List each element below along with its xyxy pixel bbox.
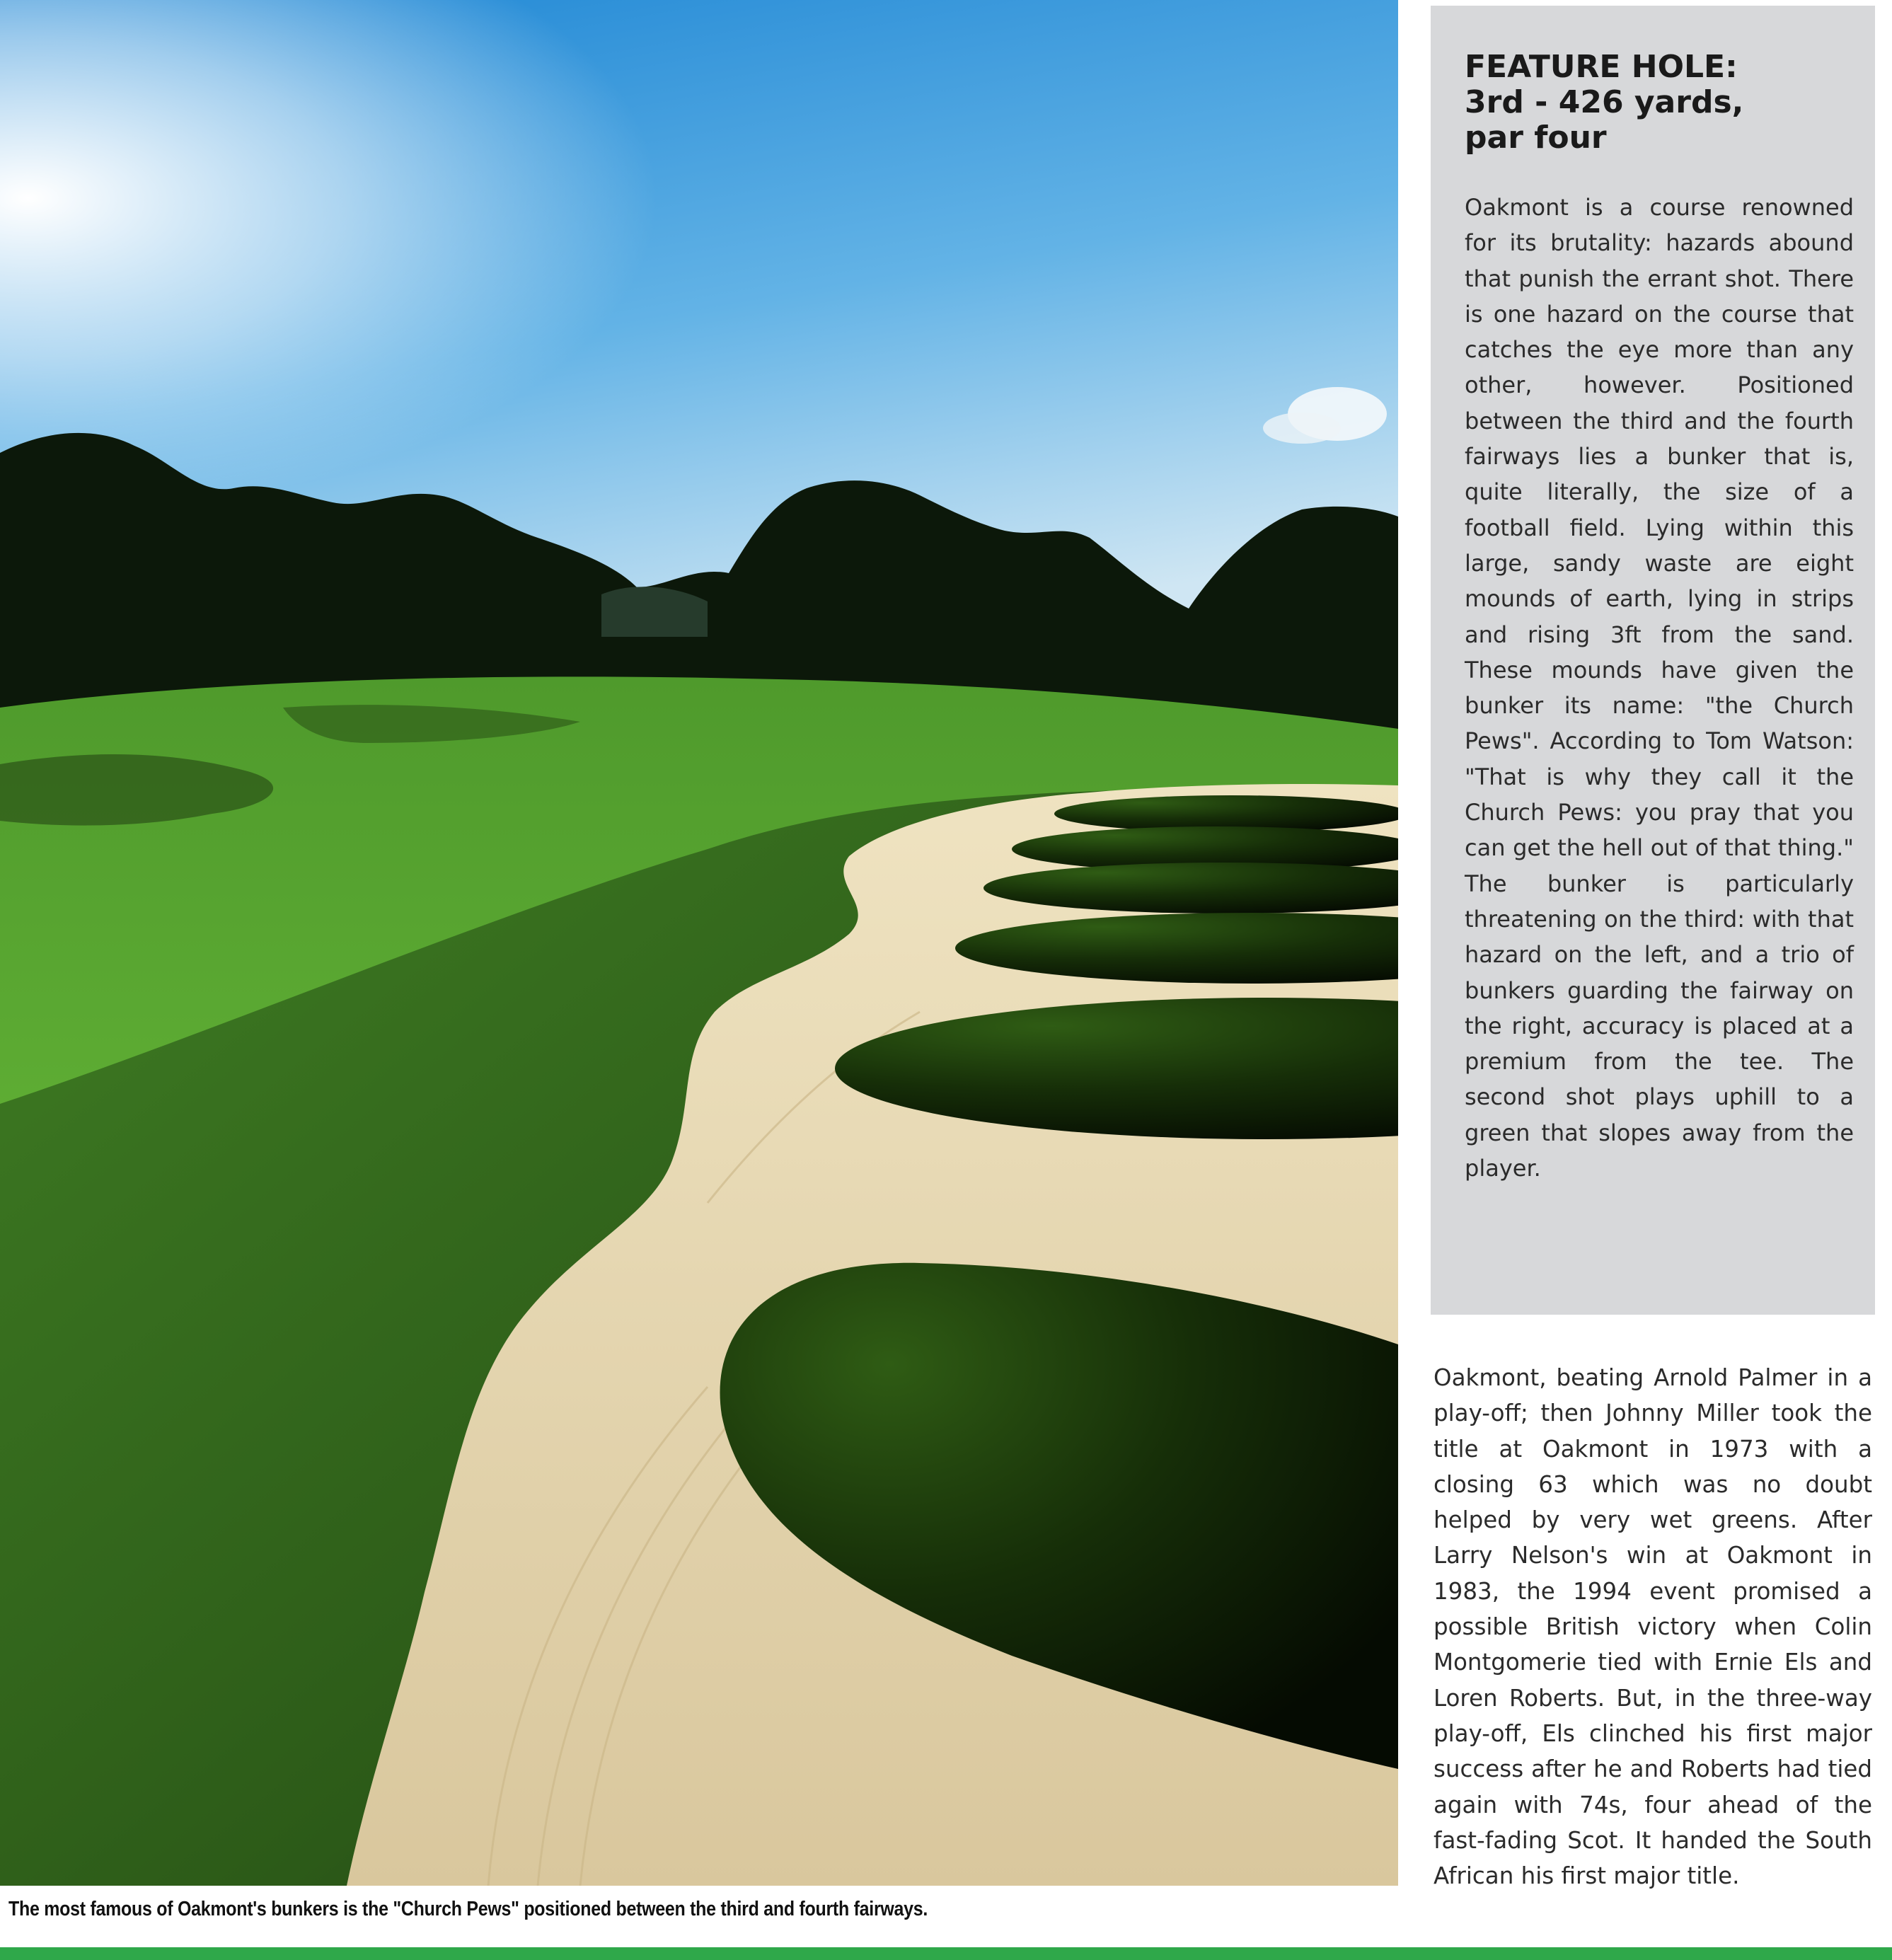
bottom-accent-rule — [0, 1947, 1892, 1960]
feature-hole-title — [1465, 50, 1861, 156]
article-column-text: Oakmont, beating Arnold Palmer in a play-off; then Johnny Miller took the title at Oakmont in 1973 with a closing 63 which was no doubt helped by very wet greens. After Larry Nelson's win at Oakmont in 1983, the 1994 event promised a possible British victory when Colin Montgomerie tied with Ernie Els and Loren Roberts. But, in the three-way play-off, Els clinched his first major success after he and Roberts had tied again with 74s, four ahead of the fast-fading Scot. It handed the South African his first major title. — [1434, 1364, 1872, 1890]
feature-title-line-3: par four — [1465, 120, 1607, 156]
photo-caption: The most famous of Oakmont's bunkers is the "Church Pews" positioned between the third and fourth fairways. — [8, 1898, 928, 1920]
feature-title-line-2: 3rd - 426 yards, — [1465, 84, 1744, 120]
feature-hole-description: Oakmont is a course renowned for its brutality: hazards abound that punish the errant shot. There is one hazard on the course that catches the eye more than any other, however. Positioned between the third and the fourth fairways lies a bunker that is, quite literally, the size of a football field. Lying within this large, sandy waste are eight mounds of earth, lying in strips and rising 3ft from the sand. These mounds have given the bunker its name: "the Church Pews". According to Tom Watson: "That is why they call it the Church Pews: you pray that you can get the hell out of that thing." The bunker is particularly threatening on the third: with that hazard on the left, and a trio of bunkers guarding the fairway on the right, accuracy is placed at a premium from the tee. The second shot plays uphill to a green that slopes away from the player. — [1465, 194, 1854, 1182]
feature-hole-sidebar — [1431, 6, 1875, 1315]
feature-title-line-1: FEATURE HOLE: — [1465, 49, 1738, 85]
